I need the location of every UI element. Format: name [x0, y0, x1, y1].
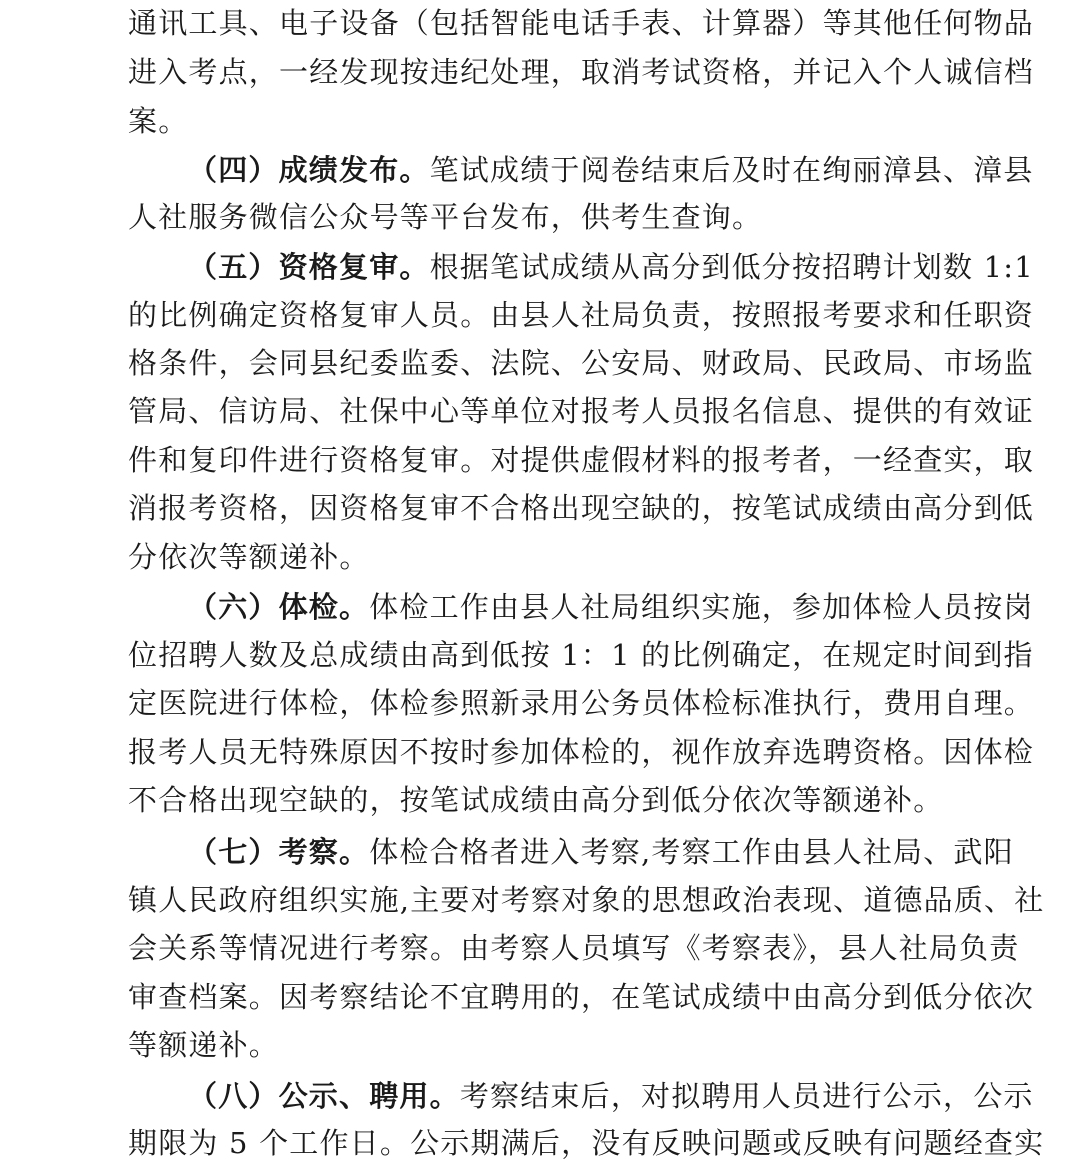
- text-line: [128, 2, 1034, 44]
- line-text: 报考人员无特殊原因不按时参加体检的，视作放弃选聘资格。因体检: [128, 735, 1035, 769]
- text-line: [128, 976, 1034, 1018]
- text-line: [128, 682, 1034, 724]
- line-text: 的比例确定资格复审人员。由县人社局负责，按照报考要求和任职资: [128, 298, 1035, 332]
- section-heading-line: [188, 586, 1034, 628]
- text-line: [128, 879, 1044, 921]
- line-text: 进入考点，一经发现按违纪处理，取消考试资格，并记入个人诚信档: [128, 55, 1035, 89]
- text-line: [128, 1122, 1044, 1164]
- line-text: 根据笔试成绩从高分到低分按招聘计划数 1:1: [429, 250, 1034, 284]
- section-heading: （五）资格复审。: [188, 250, 430, 284]
- line-text: 案。: [128, 104, 189, 138]
- section-heading: （八）公示、聘用。: [188, 1079, 460, 1113]
- line-text: 人社服务微信公众号等平台发布，供考生查询。: [128, 200, 763, 234]
- text-line: [128, 536, 370, 578]
- line-text: 不合格出现空缺的，按笔试成绩由高分到低分依次等额递补。: [128, 783, 944, 817]
- text-line: [128, 487, 1034, 529]
- text-line: [128, 196, 762, 238]
- line-text: 定医院进行体检，体检参照新录用公务员体检标准执行，费用自理。: [128, 686, 1035, 720]
- text-line: [128, 294, 1034, 336]
- text-line: [128, 731, 1034, 773]
- line-text: 镇人民政府组织实施,主要对考察对象的思想政治表现、道德品质、社: [128, 883, 1045, 917]
- line-text: 体检工作由县人社局组织实施，参加体检人员按岗: [369, 590, 1034, 624]
- line-text: 审查档案。因考察结论不宜聘用的，在笔试成绩中由高分到低分依次: [128, 980, 1035, 1014]
- line-text: 体检合格者进入考察,考察工作由县人社局、武阳: [369, 835, 1014, 869]
- section-heading: （七）考察。: [188, 835, 370, 869]
- section-heading: （六）体检。: [188, 590, 370, 624]
- line-text: 等额递补。: [128, 1028, 280, 1062]
- line-text: 考察结束后，对拟聘用人员进行公示，公示: [459, 1079, 1034, 1113]
- text-line: [128, 390, 1034, 432]
- text-line: [128, 342, 1034, 384]
- text-line: [128, 927, 1020, 969]
- line-text: 通讯工具、电子设备（包括智能电话手表、计算器）等其他任何物品: [128, 6, 1035, 40]
- text-line: [128, 1024, 279, 1066]
- line-text: 笔试成绩于阅卷结束后及时在绚丽漳县、漳县: [429, 153, 1034, 187]
- text-line: [128, 779, 943, 821]
- line-text: 格条件，会同县纪委监委、法院、公安局、财政局、民政局、市场监: [128, 346, 1035, 380]
- line-text: 期限为 5 个工作日。公示期满后，没有反映问题或反映有问题经查实: [128, 1126, 1045, 1160]
- line-text: 分依次等额递补。: [128, 540, 370, 574]
- line-text: 消报考资格，因资格复审不合格出现空缺的，按笔试成绩由高分到低: [128, 491, 1035, 525]
- text-line: [128, 100, 188, 142]
- section-heading: （四）成绩发布。: [188, 153, 430, 187]
- section-heading-line: [188, 1075, 1034, 1117]
- line-text: 会关系等情况进行考察。由考察人员填写《考察表》，县人社局负责: [128, 931, 1020, 965]
- line-text: 管局、信访局、社保中心等单位对报考人员报名信息、提供的有效证: [128, 394, 1035, 428]
- section-heading-line: [188, 246, 1034, 288]
- line-text: 位招聘人数及总成绩由高到低按 1：1 的比例确定，在规定时间到指: [128, 638, 1034, 672]
- section-heading-line: [188, 149, 1034, 191]
- text-line: [128, 439, 1034, 481]
- section-heading-line: [188, 831, 1014, 873]
- text-line: [128, 634, 1034, 676]
- line-text: 件和复印件进行资格复审。对提供虚假材料的报考者，一经查实，取: [128, 443, 1035, 477]
- text-line: [128, 51, 1034, 93]
